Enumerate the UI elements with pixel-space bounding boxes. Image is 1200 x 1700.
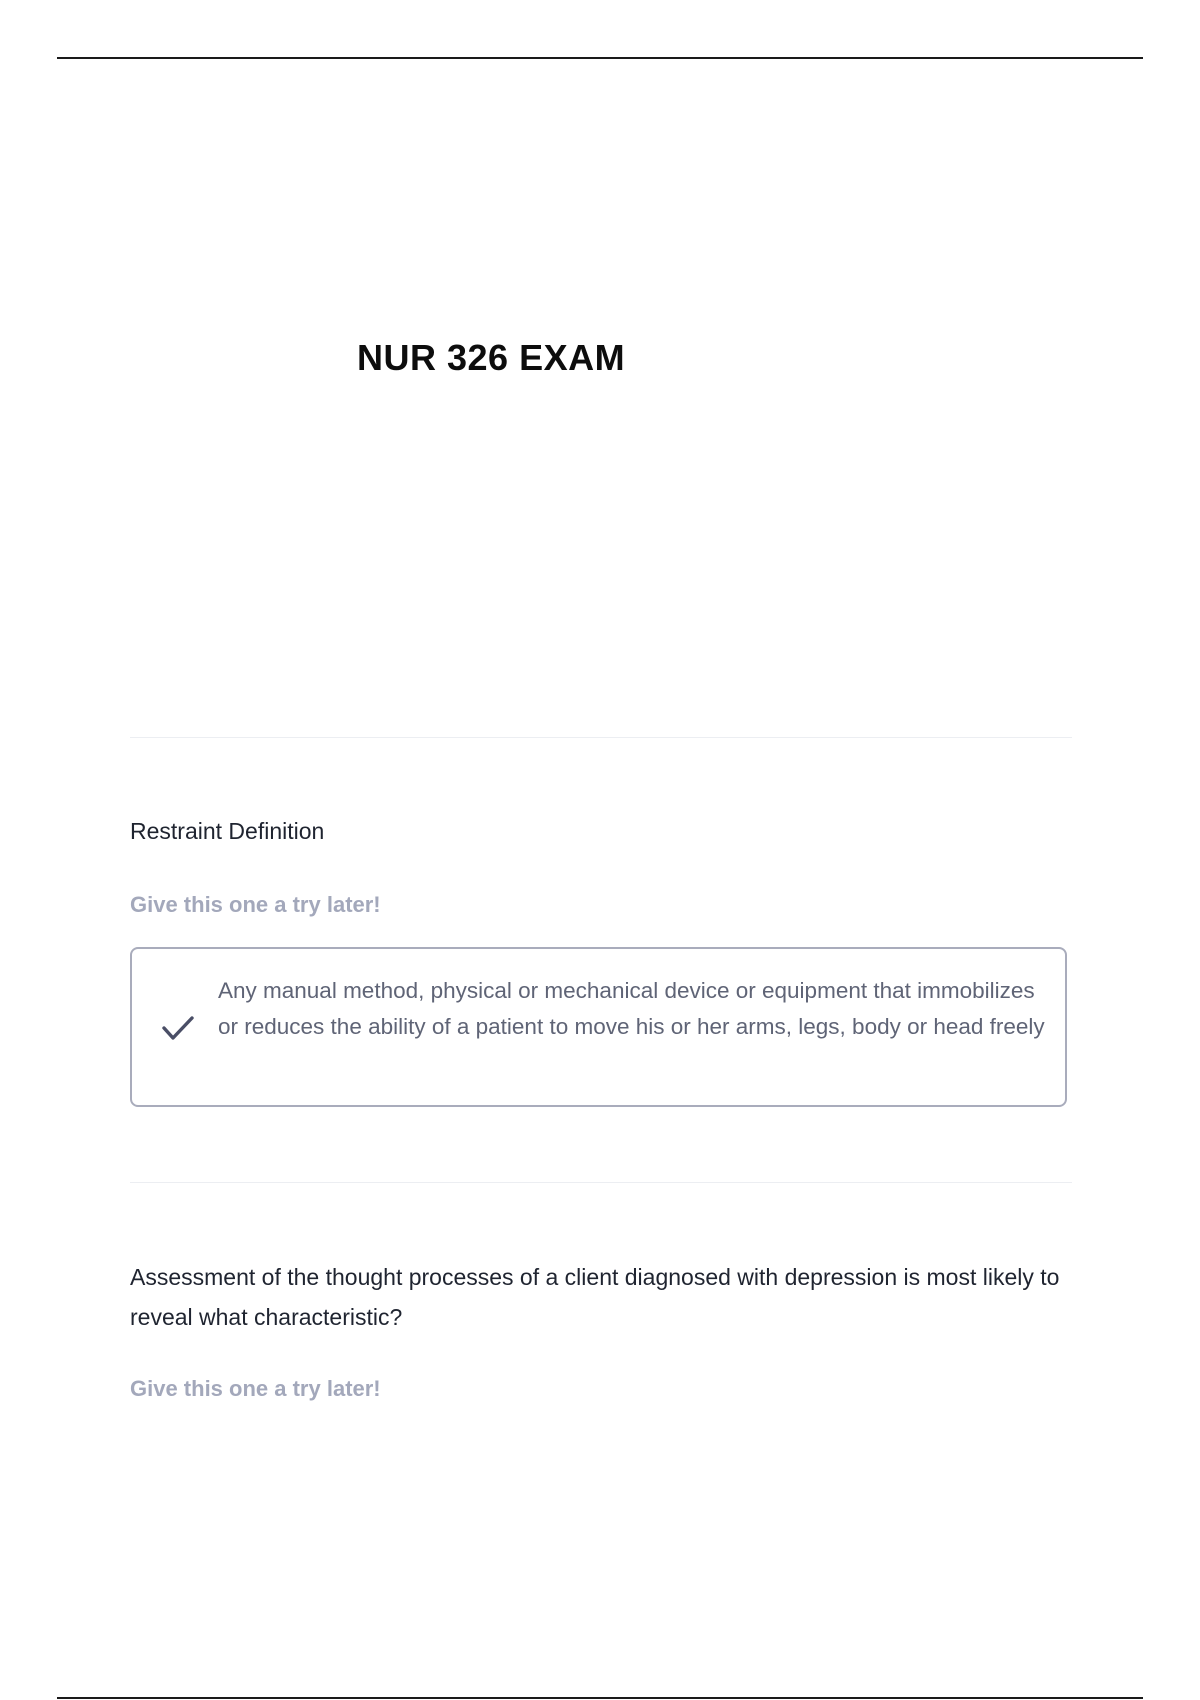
answer-text: Any manual method, physical or mechanical device or equipment that immobilizes or reduces the ability of a patient to move his or her arms, legs, body or head freely	[218, 978, 1045, 1039]
card-term: Assessment of the thought processes of a client diagnosed with depression is most likely to reveal what characteristic?	[130, 1264, 1060, 1330]
card-divider	[130, 737, 1072, 738]
card-term: Restraint Definition	[130, 818, 325, 844]
card-divider	[130, 1182, 1072, 1183]
page-top-rule	[57, 57, 1143, 59]
check-icon	[160, 1013, 196, 1043]
answer-option[interactable]	[130, 947, 1067, 1107]
exam-title: NUR 326 EXAM	[357, 337, 626, 378]
page-bottom-rule	[57, 1697, 1143, 1699]
try-later-link[interactable]: Give this one a try later!	[130, 1376, 381, 1401]
try-later-link[interactable]: Give this one a try later!	[130, 892, 381, 917]
